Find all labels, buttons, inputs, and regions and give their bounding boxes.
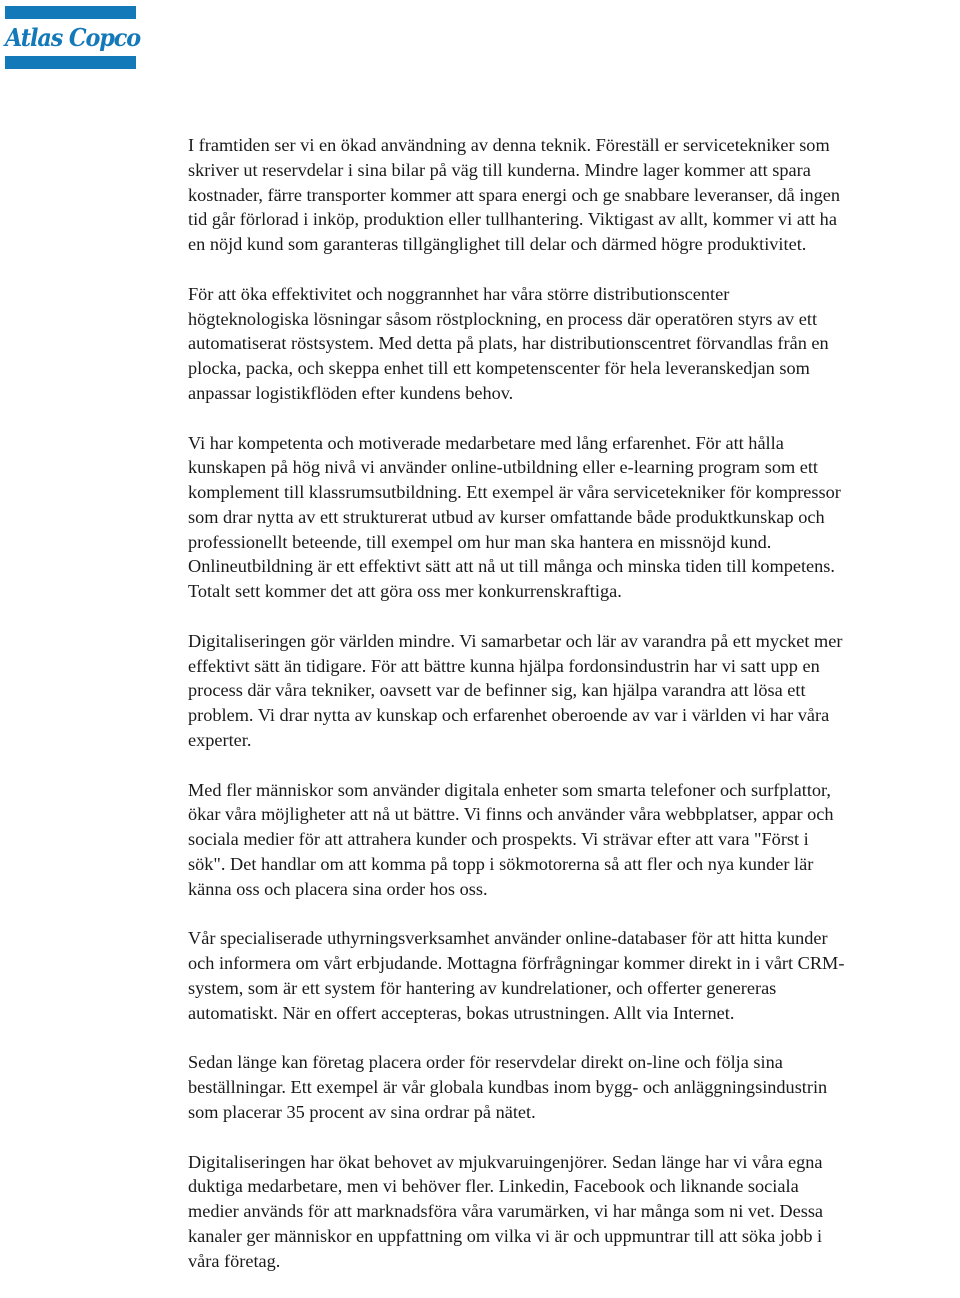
paragraph-6: Vår specialiserade uthyrningsverksamhet använder online-databaser för att hitta kunder och informera om vårt erbjudande. Mottagna förfrågningar kommer direkt in i vårt CRM- system, som är ett system för hantering av kundrelationer, och offerter genereras automatiskt. När en offert accepteras, bokas utrustningen. Allt via Internet. xyxy=(188,928,845,1023)
logo-top-bar xyxy=(5,6,136,19)
paragraph-3: Vi har kompetenta och motiverade medarbetare med lång erfarenhet. För att hålla kunskapen på hög nivå vi använder online-utbildning eller e-learning program som ett komplement till klassrumsutbildning. Ett exempel är våra servicetekniker för kompressor som drar nytta av ett strukturerat utbud av kurser omfattande både produktkunskap och professionellt beteende, till exempel om hur man ska hantera en missnöjd kund. Onlineutbildning är ett effektivt sätt att nå ut till många och minska tiden till kompetens. Totalt sett kommer det att göra oss mer konkurrenskraftiga. xyxy=(188,432,841,601)
paragraph-2: För att öka effektivitet och noggrannhet har våra större distributionscenter högteknologiska lösningar såsom röstplockning, en process där operatören styrs av ett automatiserat röstsystem. Med detta på plats, har distributionscentret förvandlas från en plocka, packa, och skeppa enhet till ett kompetenscenter för hela leveranskedjan som anpassar logistikflöden efter kundens behov. xyxy=(188,283,829,403)
logo-bottom-bar xyxy=(5,56,136,69)
document-body xyxy=(188,133,960,1298)
paragraph-7: Sedan länge kan företag placera order för reservdelar direkt on-line och följa sina beställningar. Ett exempel är vår globala kundbas inom bygg- och anläggningsindustrin som placerar 35 procent av sina ordrar på nätet. xyxy=(188,1052,828,1122)
paragraph-4: Digitaliseringen gör världen mindre. Vi samarbetar och lär av varandra på ett mycket mer effektivt sätt än tidigare. För att bättre kunna hjälpa fordonsindustrin har vi satt upp en process där våra tekniker, oavsett var de befinner sig, kan hjälpa varandra att lösa ett problem. Vi drar nytta av kunskap och erfarenhet oberoende av var i världen vi har våra experter. xyxy=(188,630,843,750)
paragraph-5: Med fler människor som använder digitala enheter som smarta telefoner och surfplattor, ökar våra möjligheter att nå ut bättre. Vi finns och använder våra webbplatser, appar och sociala medier för att attrahera kunder och prospekts. Vi strävar efter att vara "Först i sök". Det handlar om att komma på topp i sökmotorerna så att fler och nya kunder lär känna oss och placera sina order hos oss. xyxy=(188,779,834,899)
logo-wordmark: Atlas Copco xyxy=(5,23,140,52)
paragraph-8: Digitaliseringen har ökat behovet av mjukvaruingenjörer. Sedan länge har vi våra egna duktiga medarbetare, men vi behöver fler. Linkedin, Facebook och liknande sociala medier används för att marknadsföra våra varumärken, vi har många som ni vet. Dessa kanaler ger människor en uppfattning om vilka vi är och uppmuntrar till att söka jobb i våra företag. xyxy=(188,1151,824,1271)
paragraph-1: I framtiden ser vi en ökad användning av denna teknik. Föreställ er servicetekniker som skriver ut reservdelar i sina bilar på väg till kunderna. Mindre lager kommer att spara kostnader, färre transporter kommer att spara energi och ge snabbare leveranser, då ingen tid går förlorad i inköp, produktion eller tullhantering. Viktigast av allt, kommer vi att ha en nöjd kund som garanteras tillgänglighet till delar och därmed högre produktivitet. xyxy=(188,135,840,254)
atlas-copco-logo xyxy=(5,6,140,69)
